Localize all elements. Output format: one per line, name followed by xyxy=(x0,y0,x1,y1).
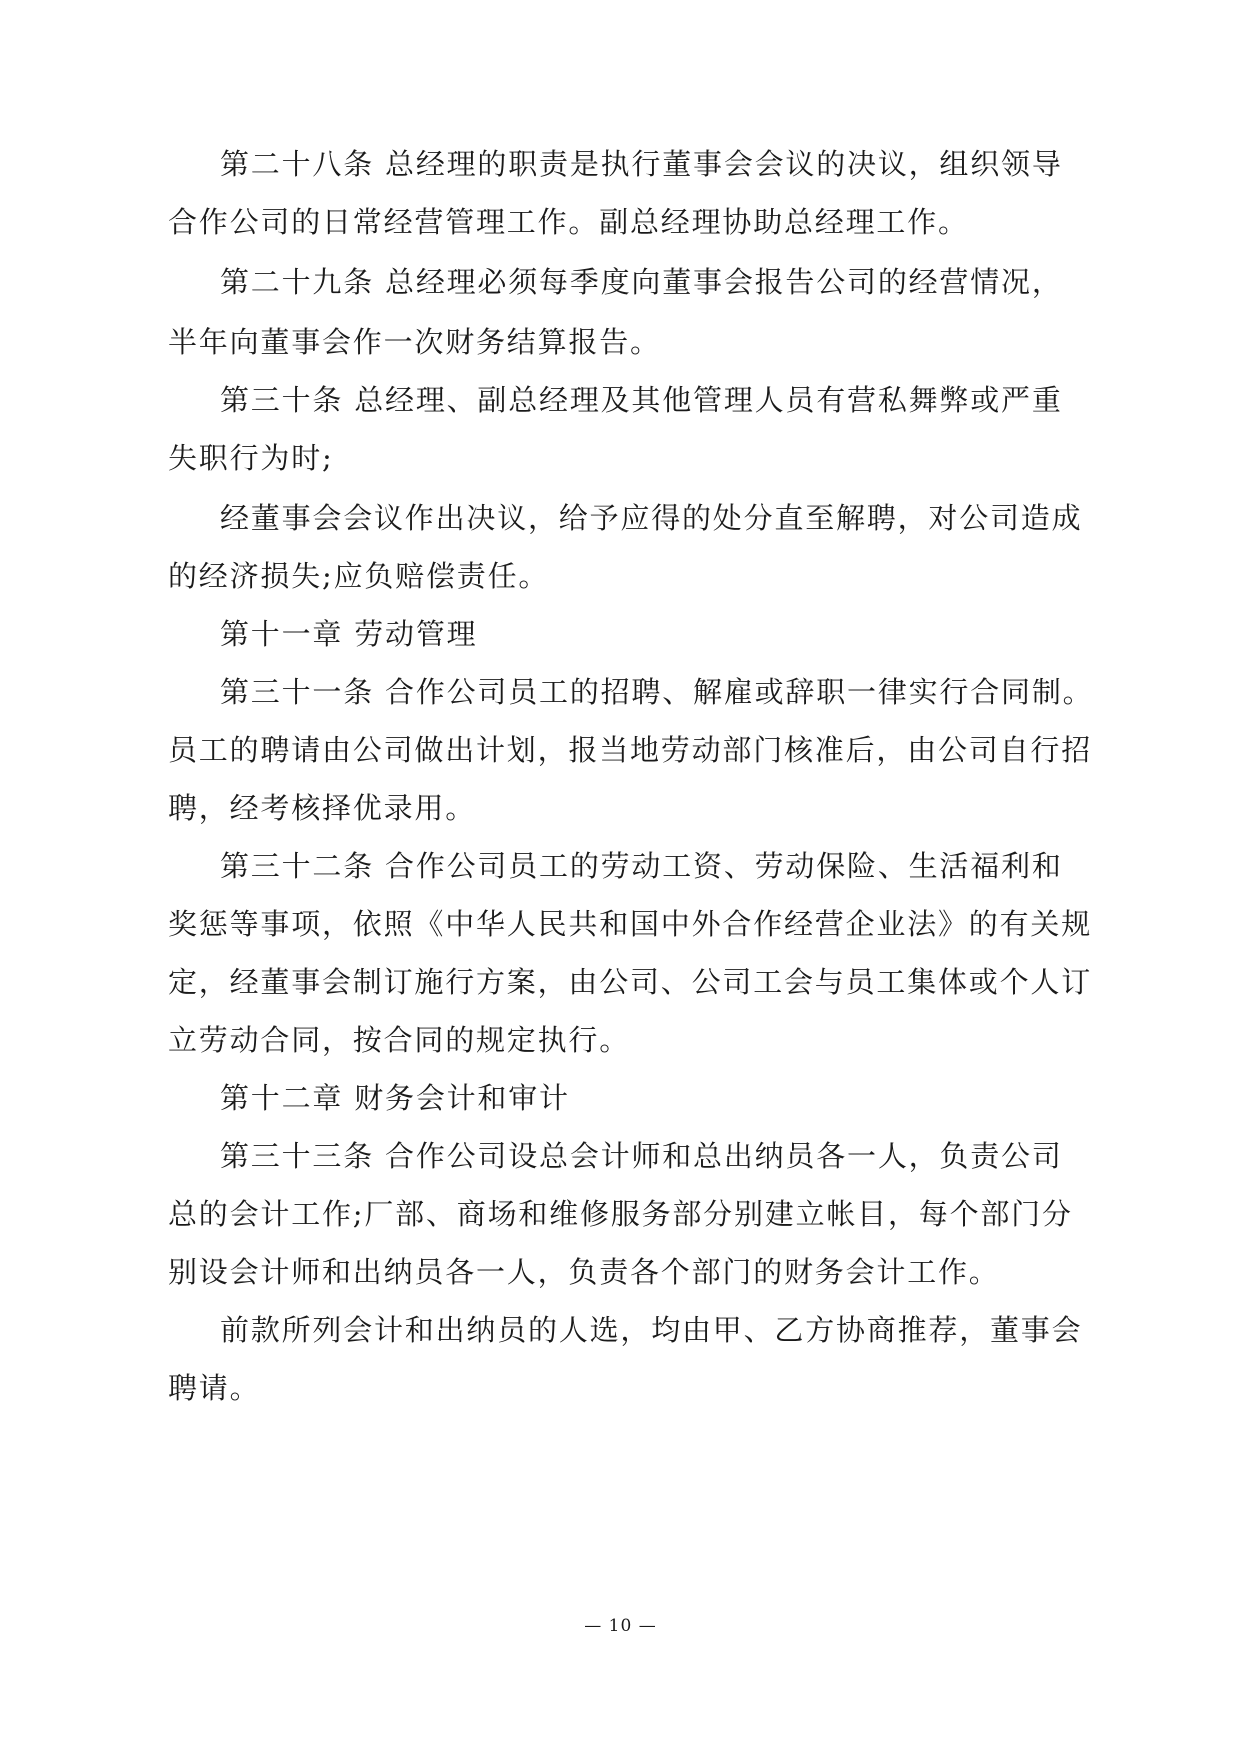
text-line: 总的会计工作;厂部、商场和维修服务部分别建立帐目，每个部门分 xyxy=(168,1197,1073,1231)
text-line: 立劳动合同，按合同的规定执行。 xyxy=(168,1023,631,1057)
text-line: 别设会计师和出纳员各一人，负责各个部门的财务会计工作。 xyxy=(168,1255,1000,1289)
text-line: 第二十九条 总经理必须每季度向董事会报告公司的经营情况， xyxy=(220,265,1063,299)
chapter-heading: 第十二章 财务会计和审计 xyxy=(220,1081,570,1115)
text-line: 定，经董事会制订施行方案，由公司、公司工会与员工集体或个人订 xyxy=(168,965,1093,999)
text-line: 奖惩等事项，依照《中华人民共和国中外合作经营企业法》的有关规 xyxy=(168,907,1093,941)
text-line: 经董事会会议作出决议，给予应得的处分直至解聘，对公司造成 xyxy=(220,501,1083,535)
text-line: 失职行为时; xyxy=(168,441,334,475)
text-line: 合作公司的日常经营管理工作。副总经理协助总经理工作。 xyxy=(168,205,969,239)
text-line: 第三十一条 合作公司员工的招聘、解雇或辞职一律实行合同制。 xyxy=(220,675,1094,709)
text-line: 第二十八条 总经理的职责是执行董事会会议的决议，组织领导 xyxy=(220,147,1063,181)
text-line: 聘请。 xyxy=(168,1371,261,1405)
text-line: 聘，经考核择优录用。 xyxy=(168,791,477,825)
page-number: — 10 — xyxy=(584,1616,657,1636)
chapter-heading: 第十一章 劳动管理 xyxy=(220,617,478,651)
text-line: 员工的聘请由公司做出计划，报当地劳动部门核准后，由公司自行招 xyxy=(168,733,1093,767)
text-line: 的经济损失;应负赔偿责任。 xyxy=(168,559,550,593)
text-line: 第三十条 总经理、副总经理及其他管理人员有营私舞弊或严重 xyxy=(220,383,1063,417)
text-line: 第三十二条 合作公司员工的劳动工资、劳动保险、生活福利和 xyxy=(220,849,1063,883)
text-line: 前款所列会计和出纳员的人选，均由甲、乙方协商推荐，董事会 xyxy=(220,1313,1083,1347)
text-line: 半年向董事会作一次财务结算报告。 xyxy=(168,325,661,359)
text-line: 第三十三条 合作公司设总会计师和总出纳员各一人，负责公司 xyxy=(220,1139,1063,1173)
